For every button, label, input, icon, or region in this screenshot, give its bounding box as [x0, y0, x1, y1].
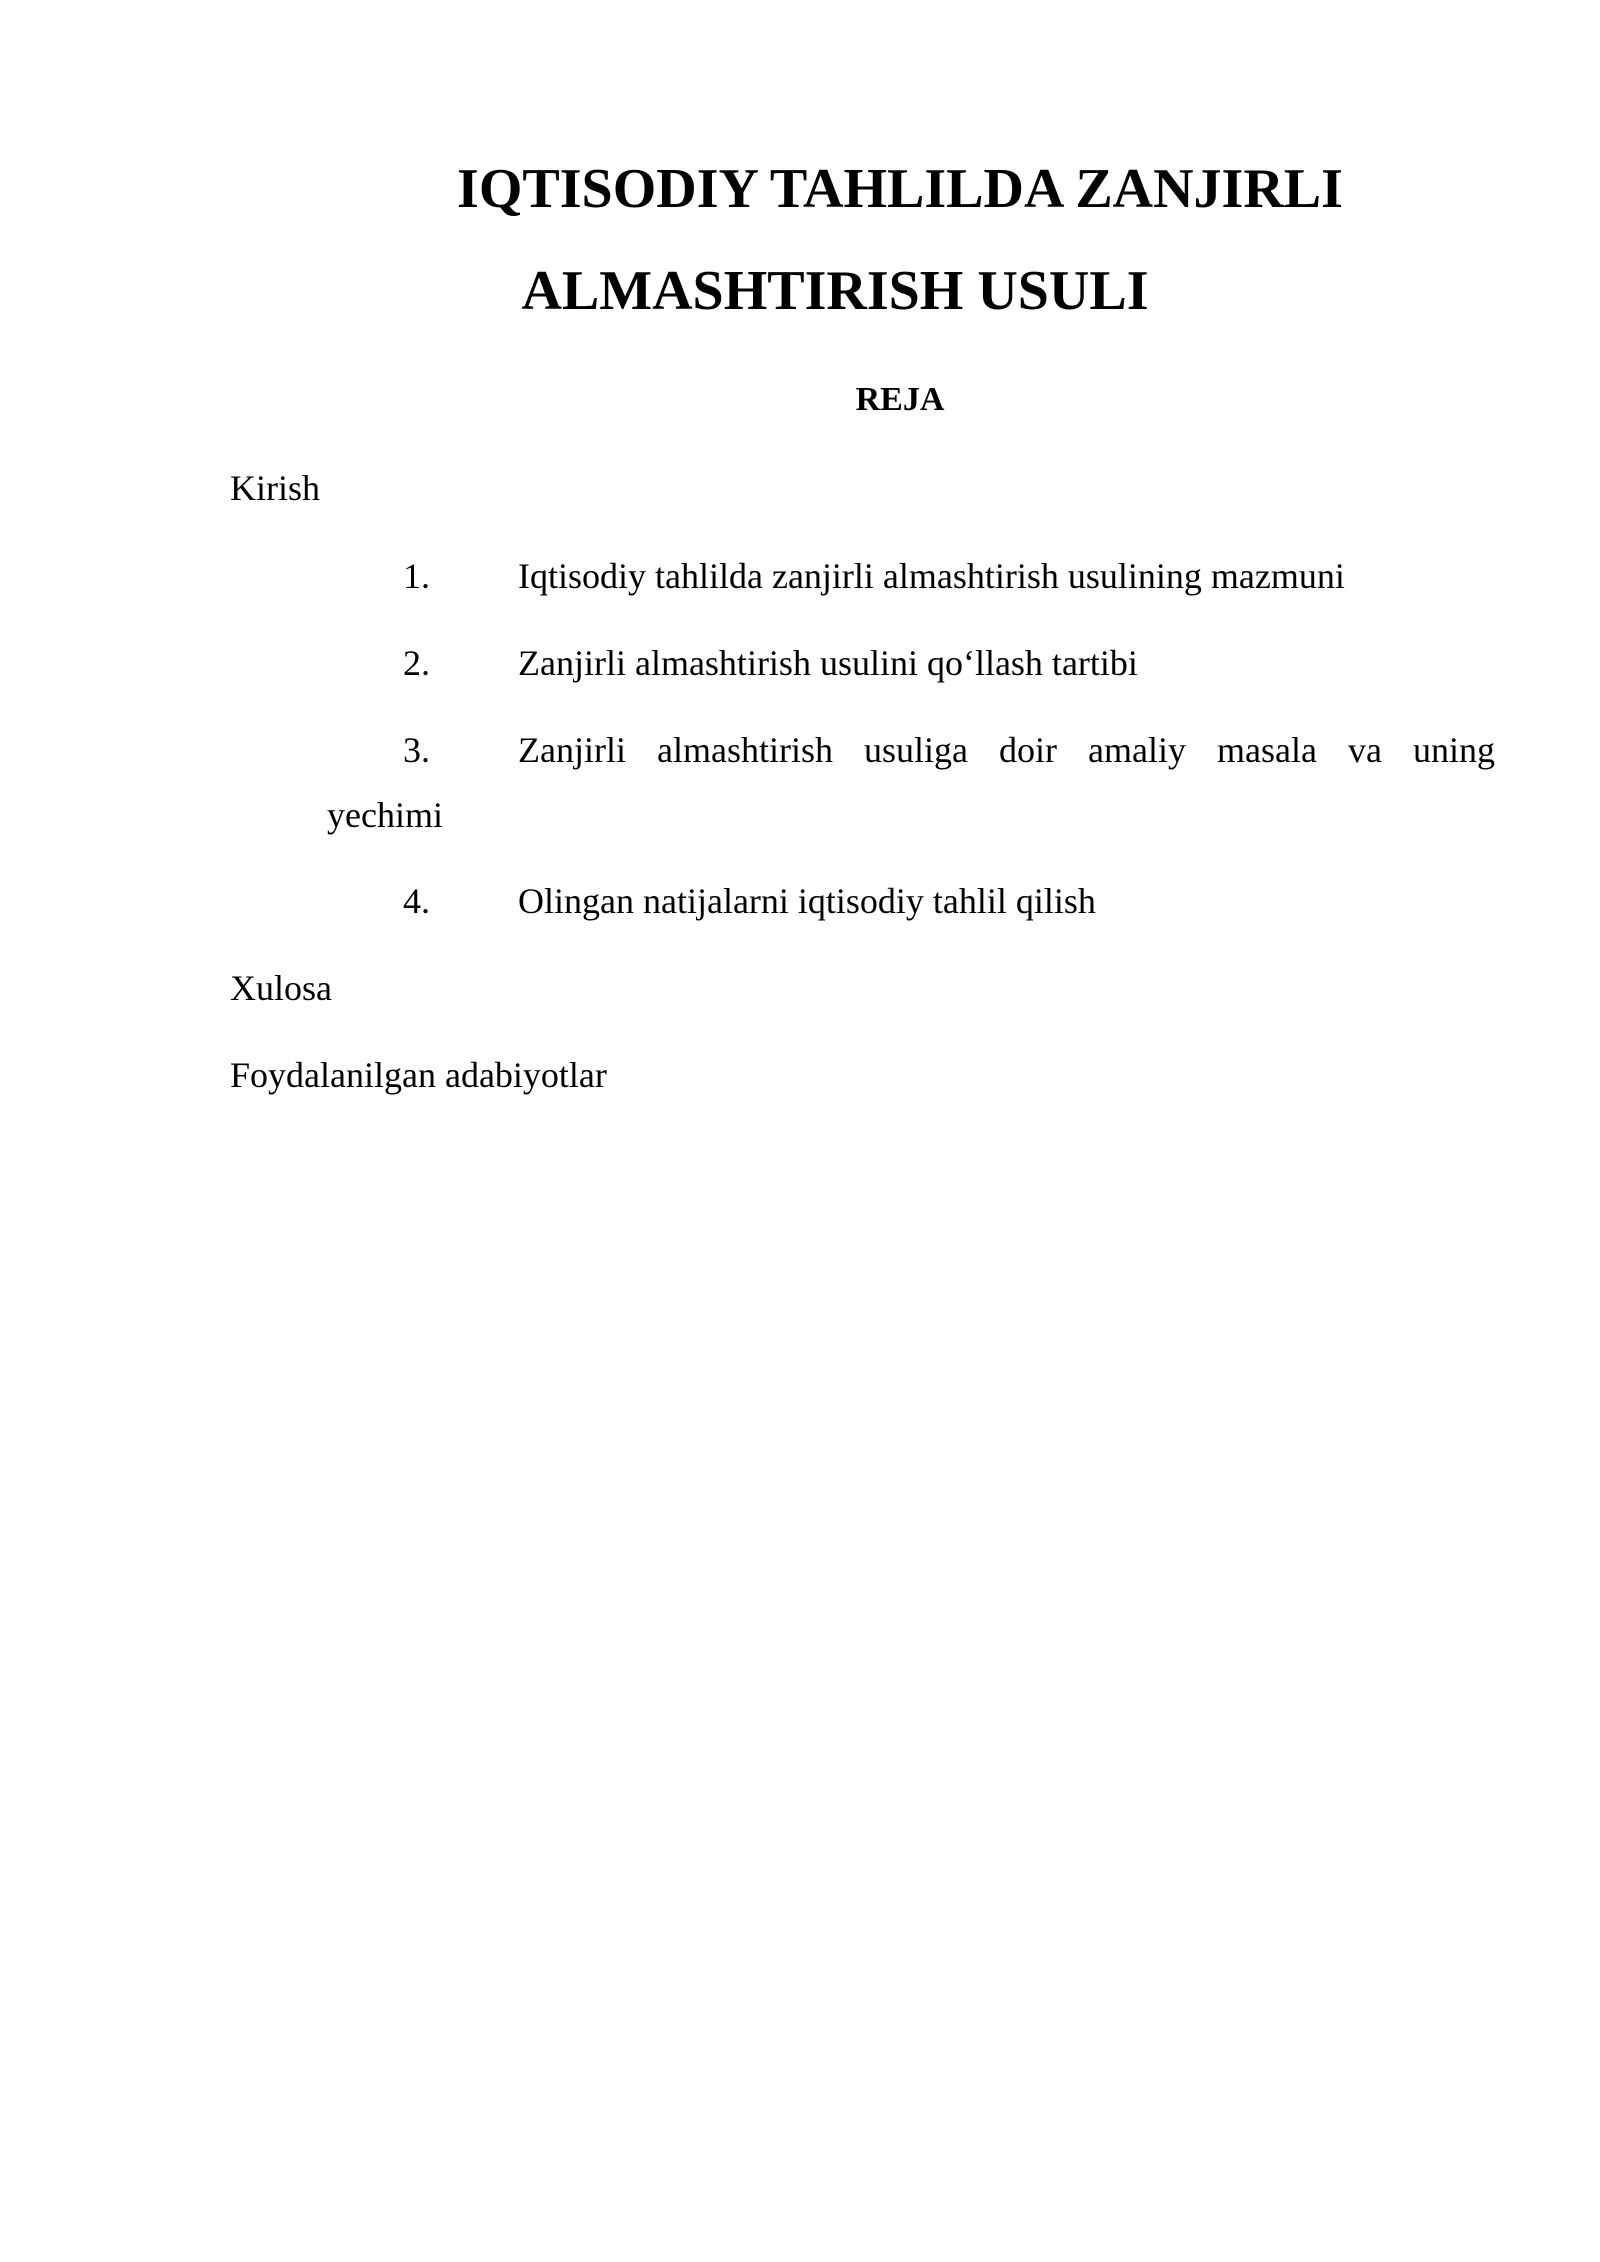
plan-item-word: almashtirish: [656, 730, 833, 770]
document-title-line-2: ALMASHTIRISH USULI: [521, 260, 1149, 322]
plan-item-text: [518, 732, 1495, 768]
plan-item-justified-line: [518, 732, 1495, 768]
plan-item-number: 2.: [403, 643, 430, 683]
plan-item-word: usuliga: [863, 730, 968, 770]
document-title-line-1: IQTISODIY TAHLILDA ZANJIRLI: [457, 158, 1343, 220]
plan-item-number: 3.: [403, 730, 430, 770]
plan-item-word: uning: [1412, 730, 1495, 770]
plan-item-word: amaliy: [1088, 730, 1186, 770]
plan-item-word: va: [1347, 730, 1382, 770]
plan-item-number: 4.: [403, 881, 430, 921]
references-entry: Foydalanilgan adabiyotlar: [230, 1055, 607, 1095]
plan-item-text: Zanjirli almashtirish usulini qo‘llash tartibi: [518, 643, 1138, 683]
plan-item-word: Zanjirli: [518, 730, 626, 770]
plan-item-continuation: yechimi: [327, 795, 443, 835]
intro-entry: Kirish: [230, 468, 320, 508]
plan-item-text: Iqtisodiy tahlilda zanjirli almashtirish usulining mazmuni: [518, 556, 1345, 596]
plan-heading: REJA: [855, 381, 945, 418]
plan-item-text: Olingan natijalarni iqtisodiy tahlil qilish: [518, 881, 1096, 921]
plan-item-word: masala: [1217, 730, 1317, 770]
plan-item-number: 1.: [403, 556, 430, 596]
conclusion-entry: Xulosa: [230, 968, 332, 1008]
plan-item-word: doir: [999, 730, 1057, 770]
